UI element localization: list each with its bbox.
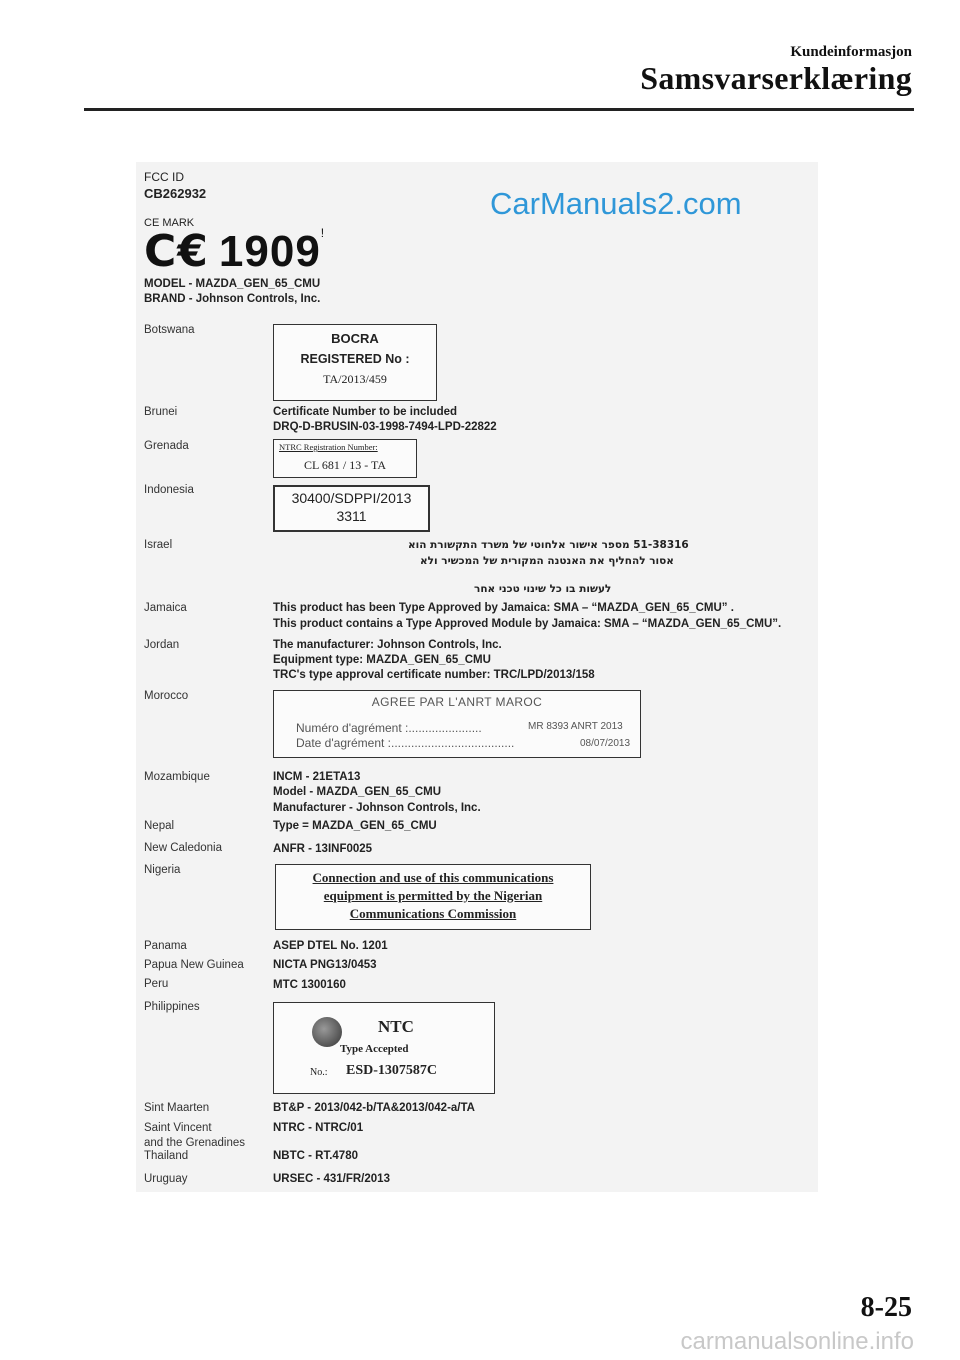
jordan-line1: The manufacturer: Johnson Controls, Inc.: [273, 639, 502, 651]
fcc-id-value: CB262932: [144, 186, 207, 201]
country-nigeria: Nigeria: [144, 864, 181, 876]
page-number: 8-25: [860, 1292, 912, 1323]
ntc-logo-icon: [312, 1017, 342, 1047]
country-peru: Peru: [144, 978, 169, 990]
country-jamaica: Jamaica: [144, 602, 187, 614]
ncc-line2: equipment is permitted by the Nigerian: [323, 888, 543, 903]
country-mozambique: Mozambique: [144, 771, 210, 783]
saint-vincent-line1: NTRC - NTRC/01: [273, 1122, 364, 1134]
country-botswana: Botswana: [144, 324, 195, 336]
country-nepal: Nepal: [144, 820, 175, 832]
country-brunei: Brunei: [144, 406, 178, 418]
bocra-number: TA/2013/459: [323, 372, 387, 386]
ntc-no-label: No.:: [310, 1067, 328, 1078]
new-caledonia-line1: ANFR - 13INF0025: [273, 843, 373, 855]
ntc-title: NTC: [378, 1017, 414, 1036]
nepal-line1: Type = MAZDA_GEN_65_CMU: [273, 820, 437, 832]
country-uruguay: Uruguay: [144, 1173, 188, 1185]
ntc-no-value: ESD-1307587C: [346, 1063, 438, 1078]
jordan-line2: Equipment type: MAZDA_GEN_65_CMU: [273, 654, 491, 666]
sdppi-line2: 3311: [336, 508, 367, 524]
page-title: Samsvarserklæring: [640, 60, 912, 96]
mozambique-line3: Manufacturer - Johnson Controls, Inc.: [273, 802, 481, 814]
anrt-title: AGREE PAR L'ANRT MAROC: [371, 695, 543, 709]
uruguay-line1: URSEC - 431/FR/2013: [273, 1173, 390, 1185]
ntc-subtitle: Type Accepted: [340, 1043, 409, 1055]
thailand-line1: NBTC - RT.4780: [273, 1150, 358, 1162]
section-label: Kundeinformasjon: [790, 44, 912, 60]
model-line: MODEL - MAZDA_GEN_65_CMU: [144, 278, 321, 290]
brunei-line2: DRQ-D-BRUSIN-03-1998-7494-LPD-22822: [273, 421, 497, 433]
ncc-line1: Connection and use of this communications: [312, 870, 554, 885]
ce-number: 1909: [218, 227, 321, 276]
ce-mark-label: CE MARK: [144, 217, 195, 229]
country-sint-maarten: Sint Maarten: [144, 1102, 210, 1114]
header-rule: [84, 108, 914, 111]
anrt-box: [273, 690, 641, 758]
watermark[interactable]: CarManuals2.com: [490, 186, 742, 221]
jordan-line3: TRC's type approval certificate number: TRC/LPD/2013/158: [273, 669, 595, 681]
anrt-row2-value: 08/07/2013: [580, 738, 631, 749]
anrt-row2-label: Date d'agrément :.....................................: [296, 736, 515, 750]
jamaica-line1: This product has been Type Approved by Jamaica: SMA – “MAZDA_GEN_65_CMU” .: [273, 602, 734, 614]
anrt-row1-label: Numéro d'agrément :......................: [296, 721, 482, 735]
country-indonesia: Indonesia: [144, 484, 194, 496]
brand-line: BRAND - Johnson Controls, Inc.: [144, 293, 321, 305]
sdppi-box: [273, 485, 430, 532]
country-grenada: Grenada: [144, 440, 189, 452]
ntrc-box-value: CL 681 / 13 - TA: [303, 458, 387, 472]
country-morocco: Morocco: [144, 690, 189, 702]
ncc-box: [275, 864, 591, 930]
ntc-box: [273, 1002, 495, 1094]
israel-line3: לעשות בו כל שינוי טכני אחר: [474, 583, 612, 595]
certificate-scan: [136, 162, 818, 1192]
ce-suffix: !: [320, 226, 326, 240]
bocra-box: [273, 324, 437, 401]
fcc-id-label: FCC ID: [144, 170, 184, 184]
israel-line1: 51-38316 מספר אישור אלחוטי של משרד התקשורת הוא: [408, 539, 689, 551]
footer-source[interactable]: carmanualsonline.info: [680, 1328, 914, 1355]
ntrc-box: [273, 439, 417, 478]
country-new-caledonia: New Caledonia: [144, 842, 222, 854]
ntrc-box-label: NTRC Registration Number:: [279, 442, 378, 452]
country-philippines: Philippines: [144, 1001, 200, 1013]
panama-line1: ASEP DTEL No. 1201: [273, 940, 388, 952]
anrt-row1-value: MR 8393 ANRT 2013: [528, 721, 623, 732]
country-papua-new-guinea: Papua New Guinea: [144, 959, 244, 971]
country-israel: Israel: [144, 539, 173, 551]
country-saint-vincent-line2: and the Grenadines: [144, 1137, 246, 1149]
png-line1: NICTA PNG13/0453: [273, 959, 377, 971]
israel-line2: אסור להחליף את האנטנה המקורית של המכשיר ולא: [420, 555, 674, 567]
ce-mark-logo: [144, 226, 325, 277]
sdppi-line1: 30400/SDPPI/2013: [291, 490, 412, 506]
sint-maarten-line1: BT&P - 2013/042-b/TA&2013/042-a/TA: [273, 1102, 475, 1114]
country-thailand: Thailand: [144, 1150, 189, 1162]
ce-symbol: C€: [144, 226, 209, 277]
ncc-line3: Communications Commission: [349, 906, 517, 921]
mozambique-line1: INCM - 21ETA13: [273, 771, 361, 783]
peru-line1: MTC 1300160: [273, 979, 346, 991]
brunei-line1: Certificate Number to be included: [273, 406, 458, 418]
jamaica-line2: This product contains a Type Approved Module by Jamaica: SMA – “MAZDA_GEN_65_CMU”.: [273, 618, 782, 630]
mozambique-line2: Model - MAZDA_GEN_65_CMU: [273, 786, 442, 798]
country-saint-vincent: Saint Vincent: [144, 1122, 212, 1134]
bocra-registered: REGISTERED No :: [300, 352, 410, 366]
country-jordan: Jordan: [144, 639, 180, 651]
country-panama: Panama: [144, 940, 187, 952]
bocra-title: BOCRA: [331, 331, 379, 346]
